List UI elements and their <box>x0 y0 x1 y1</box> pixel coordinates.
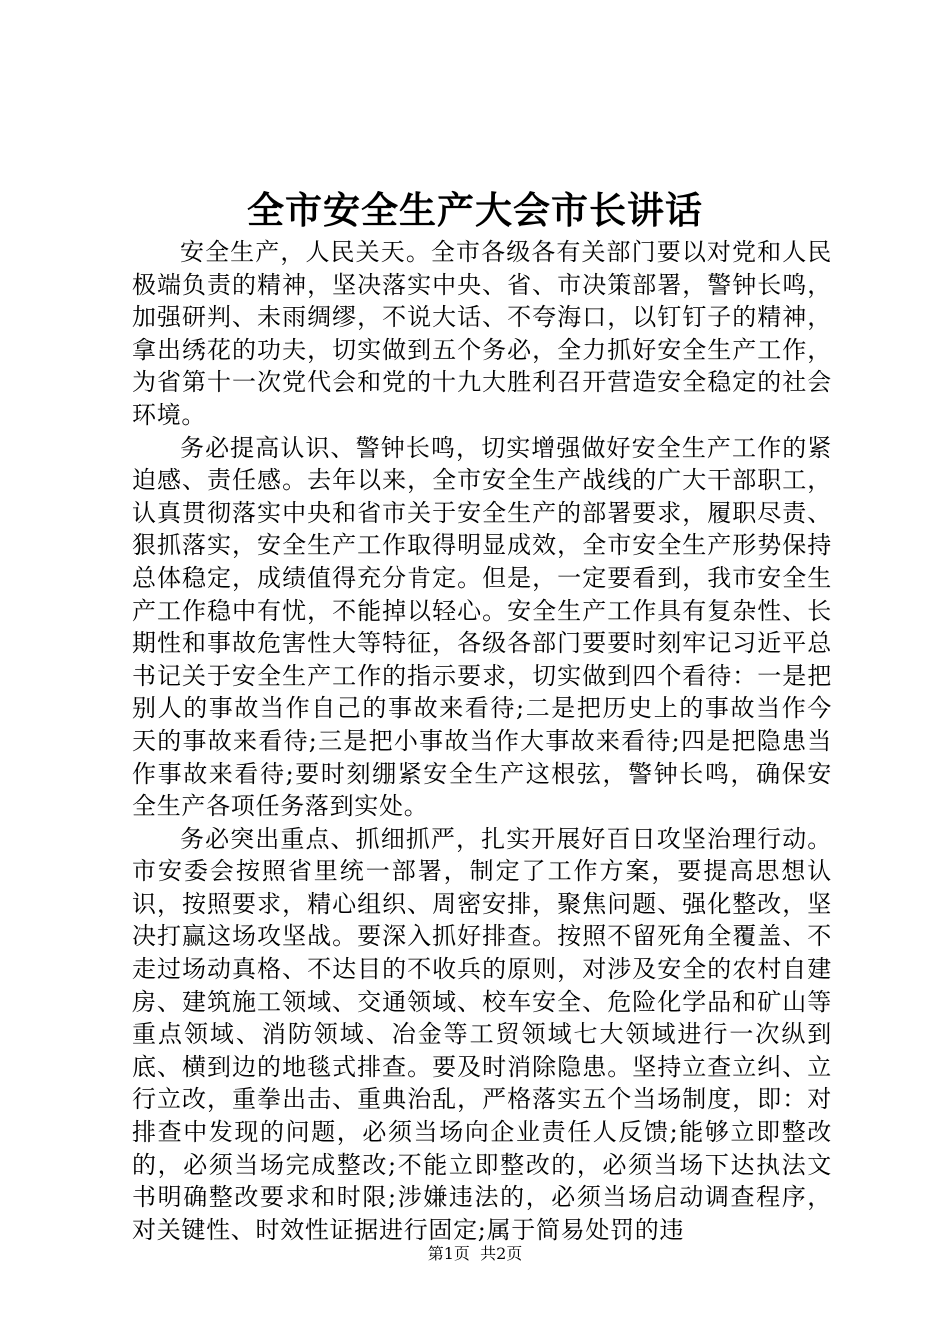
paragraph: 务必提高认识、警钟长鸣，切实增强做好安全生产工作的紧迫感、责任感。去年以来，全市安全生产战线的广大干部职工，认真贯彻落实中央和省市关于安全生产的部署要求，履职尽责、狠抓落实，安全生产工作取得明显成效，全市安全生产形势保持总体稳定，成绩值得充分肯定。但是，一定要看到，我市安全生产工作稳中有忧，不能掉以轻心。安全生产工作具有复杂性、长期性和事故危害性大等特征，各级各部门要要时刻牢记习近平总书记关于安全生产工作的指示要求，切实做到四个看待：一是把别人的事故当作自己的事故来看待;二是把历史上的事故当作今天的事故来看待;三是把小事故当作大事故来看待;四是把隐患当作事故来看待;要时刻绷紧安全生产这根弦，警钟长鸣，确保安全生产各项任务落到实处。 <box>132 433 832 821</box>
paragraph: 安全生产，人民关天。全市各级各有关部门要以对党和人民极端负责的精神，坚决落实中央、省、市决策部署，警钟长鸣，加强研判、未雨绸缪，不说大话、不夸海口，以钉钉子的精神，拿出绣花的功夫，切实做到五个务必，全力抓好安全生产工作，为省第十一次党代会和党的十九大胜利召开营造安全稳定的社会环境。 <box>132 238 832 429</box>
page-number: 第1页 <box>427 1244 470 1263</box>
page-footer <box>0 1243 950 1265</box>
document-title: 全市安全生产大会市长讲话 <box>247 188 703 232</box>
page-total: 共2页 <box>480 1244 523 1263</box>
paragraph: 务必突出重点、抓细抓严，扎实开展好百日攻坚治理行动。市安委会按照省里统一部署，制定了工作方案，要提高思想认识，按照要求，精心组织、周密安排，聚焦问题、强化整改，坚决打赢这场攻坚战。要深入抓好排查。按照不留死角全覆盖、不走过场动真格、不达目的不收兵的原则，对涉及安全的农村自建房、建筑施工领域、交通领域、校车安全、危险化学品和矿山等重点领域、消防领域、冶金等工贸领域七大领域进行一次纵到底、横到边的地毯式排查。要及时消除隐患。坚持立查立纠、立行立改，重拳出击、重典治乱，严格落实五个当场制度，即：对排查中发现的问题，必须当场向企业责任人反馈;能够立即整改的，必须当场完成整改;不能立即整改的，必须当场下达执法文书明确整改要求和时限;涉嫌违法的，必须当场启动调查程序，对关键性、时效性证据进行固定;属于简易处罚的违 <box>132 824 832 1244</box>
document-body <box>132 236 832 1246</box>
